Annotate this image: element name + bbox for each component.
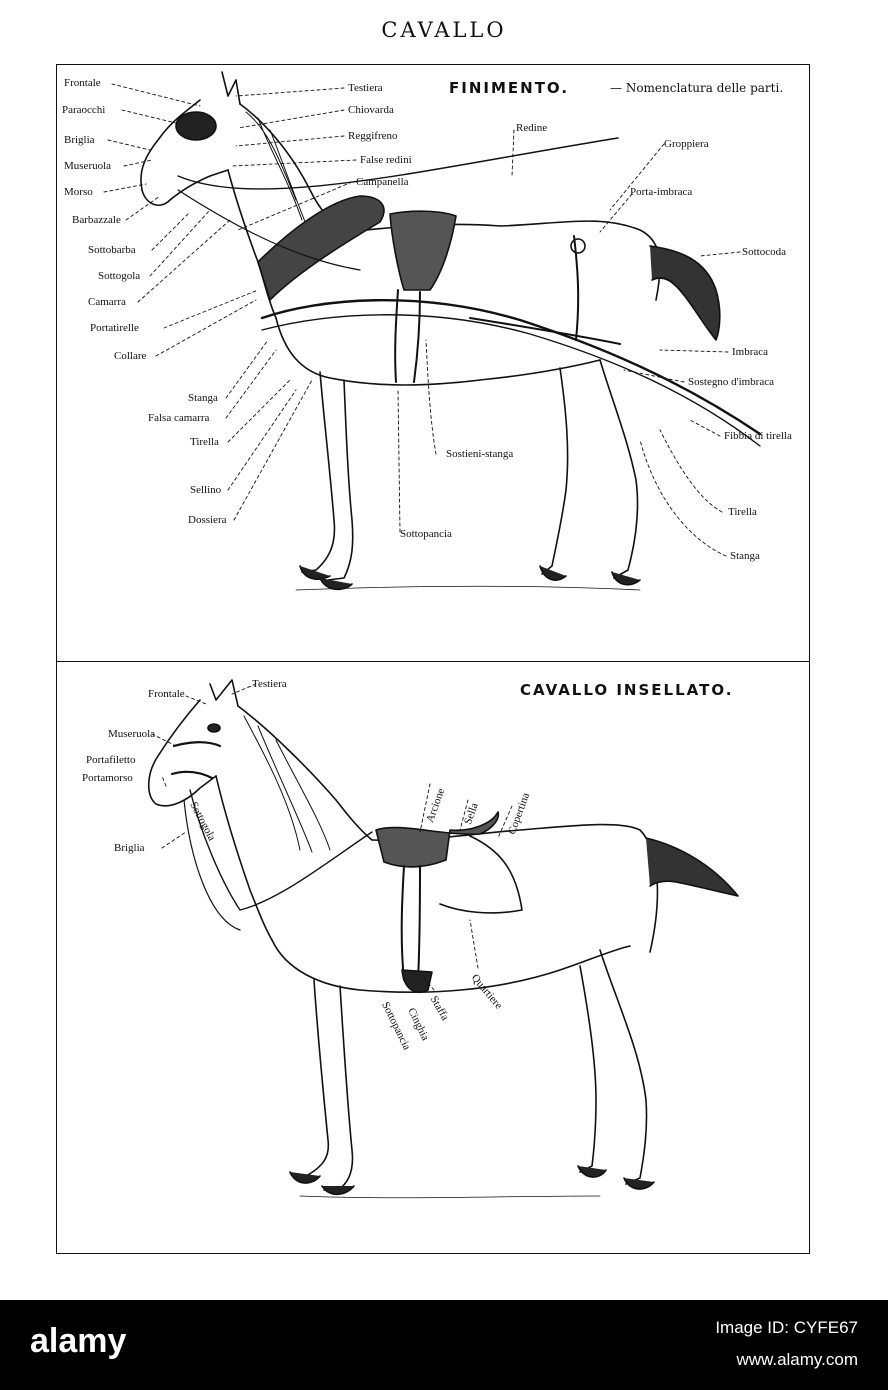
harness-section-subtitle: — Nomenclatura delle parti. <box>610 81 784 95</box>
label-dossiera: Dossiera <box>188 514 227 526</box>
label-paraocchi: Paraocchi <box>62 104 106 116</box>
label-sostegno-imbraca: Sostegno d'imbraca <box>688 376 774 388</box>
label-sottopancia-bottom: Sottopancia <box>379 1000 413 1052</box>
label-stanga-left: Stanga <box>188 392 218 404</box>
label-tirella-left: Tirella <box>190 436 219 448</box>
label-portafiletto: Portafiletto <box>86 754 136 766</box>
alamy-logo: alamy <box>30 1322 127 1360</box>
label-sottogola: Sottogola <box>98 270 141 282</box>
label-sottopancia: Sottopancia <box>400 528 452 540</box>
footer-bar <box>0 1300 888 1390</box>
label-frontale: Frontale <box>64 77 101 89</box>
label-sottobarba: Sottobarba <box>88 244 136 256</box>
label-briglia-bottom: Briglia <box>114 842 145 854</box>
label-sottogola-bottom: Sottogola <box>187 800 218 843</box>
label-portatirelle: Portatirelle <box>90 322 139 334</box>
label-museruola-bottom: Museruola <box>108 728 156 740</box>
label-camarra: Camarra <box>88 296 126 308</box>
label-testiera-bottom: Testiera <box>252 678 287 690</box>
harness-section-title: FINIMENTO. <box>449 79 570 97</box>
label-falsa-camarra: Falsa camarra <box>148 412 210 424</box>
label-sottocoda: Sottocoda <box>742 246 786 258</box>
footer-url-link[interactable]: www.alamy.com <box>736 1350 858 1369</box>
label-groppiera: Groppiera <box>664 138 709 150</box>
label-false-redini: False redini <box>360 154 412 166</box>
image-id-text: Image ID: CYFE67 <box>715 1318 858 1337</box>
label-briglia: Briglia <box>64 134 95 146</box>
label-reggifreno: Reggifreno <box>348 130 398 142</box>
label-morso: Morso <box>64 186 93 198</box>
label-sostieni-stanga: Sostieni-stanga <box>446 448 514 460</box>
label-barbazzale: Barbazzale <box>72 214 121 226</box>
label-fibbia-tirella: Fibbia di tirella <box>724 430 792 442</box>
label-testiera: Testiera <box>348 82 383 94</box>
label-quartiere: Quartiere <box>468 972 505 1012</box>
label-porta-imbraca: Porta-imbraca <box>630 186 693 198</box>
label-portamorso: Portamorso <box>82 772 133 784</box>
page-title: CAVALLO <box>381 18 507 42</box>
label-sella: Sella <box>462 801 481 827</box>
saddle-section-title: CAVALLO INSELLATO. <box>520 681 734 699</box>
label-staffa: Staffa <box>427 994 452 1023</box>
label-sellino: Sellino <box>190 484 222 496</box>
label-museruola: Museruola <box>64 160 112 172</box>
label-campanella: Campanella <box>356 176 409 188</box>
label-arcione: Arcione <box>424 786 448 825</box>
label-redine: Redine <box>516 122 548 134</box>
label-frontale-bottom: Frontale <box>148 688 185 700</box>
label-imbraca: Imbraca <box>732 346 769 358</box>
label-chiovarda: Chiovarda <box>348 104 394 116</box>
label-stanga-right: Stanga <box>730 550 760 562</box>
label-collare: Collare <box>114 350 147 362</box>
label-cinghia: Cinghia <box>405 1006 432 1043</box>
label-tirella-right: Tirella <box>728 506 757 518</box>
label-copertina: Copertina <box>506 791 533 837</box>
saddled-horse-drawing <box>149 680 738 1198</box>
